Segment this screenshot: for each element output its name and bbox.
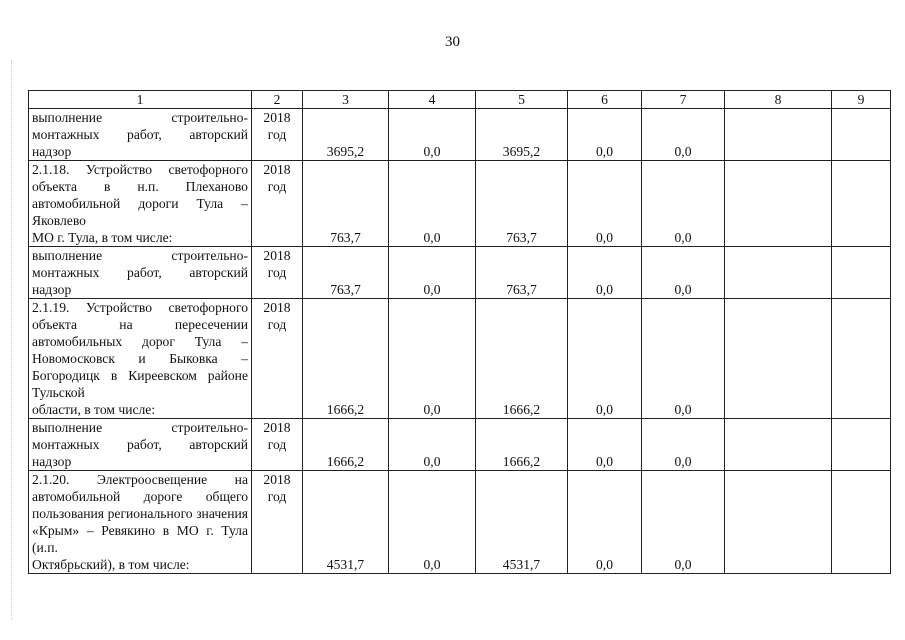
value-cell: 0,0 bbox=[568, 161, 642, 247]
value-cell bbox=[725, 109, 832, 161]
description-line: автомобильной дороге общего bbox=[32, 489, 248, 504]
value-cell: 0,0 bbox=[568, 419, 642, 471]
description-line: пользования регионального bbox=[32, 506, 193, 521]
period-line: 2018 bbox=[263, 300, 291, 315]
value-cell: 1666,2 bbox=[476, 299, 568, 419]
period-line: год bbox=[267, 265, 287, 280]
value-cell: 0,0 bbox=[568, 299, 642, 419]
description-line: 2.1.19. Устройство bbox=[32, 300, 152, 315]
period-line: год bbox=[267, 317, 287, 332]
value-cell: 0,0 bbox=[642, 161, 725, 247]
description-line: надзор bbox=[32, 144, 72, 159]
header-cell: 2 bbox=[252, 91, 303, 109]
value-cell bbox=[725, 419, 832, 471]
value-cell bbox=[725, 247, 832, 299]
value-cell: 3695,2 bbox=[476, 109, 568, 161]
table-row bbox=[29, 419, 891, 471]
description-line: выполнение строительно- bbox=[32, 248, 248, 263]
period-line: 2018 bbox=[263, 248, 291, 263]
period-line: 2018 bbox=[263, 420, 291, 435]
value-cell: 0,0 bbox=[389, 419, 476, 471]
value-cell bbox=[832, 299, 891, 419]
period-line: год bbox=[267, 127, 287, 142]
description-line: Быковка – Богородицк в bbox=[32, 351, 248, 383]
period-line: год bbox=[267, 437, 287, 452]
value-cell bbox=[725, 161, 832, 247]
budget-table bbox=[28, 90, 891, 574]
page-number: 30 bbox=[445, 34, 460, 50]
value-cell: 0,0 bbox=[568, 247, 642, 299]
value-cell: 0,0 bbox=[642, 299, 725, 419]
value-cell: 0,0 bbox=[389, 471, 476, 574]
description-line: значения «Крым» – Ревякино bbox=[32, 506, 248, 538]
row-period bbox=[252, 419, 303, 471]
value-cell bbox=[832, 109, 891, 161]
value-cell: 1666,2 bbox=[476, 419, 568, 471]
row-period bbox=[252, 109, 303, 161]
value-cell: 4531,7 bbox=[476, 471, 568, 574]
description-line: светофорного объекта на bbox=[32, 300, 248, 332]
value-cell: 763,7 bbox=[303, 161, 389, 247]
value-cell: 763,7 bbox=[476, 161, 568, 247]
row-description bbox=[29, 161, 252, 247]
table-row bbox=[29, 247, 891, 299]
header-cell: 4 bbox=[389, 91, 476, 109]
value-cell: 0,0 bbox=[642, 419, 725, 471]
value-cell: 0,0 bbox=[389, 247, 476, 299]
description-line: монтажных работ, авторский bbox=[32, 437, 248, 452]
value-cell: 0,0 bbox=[389, 161, 476, 247]
header-cell: 3 bbox=[303, 91, 389, 109]
description-line: надзор bbox=[32, 454, 72, 469]
description-line: дороги Тула – Яковлево bbox=[32, 196, 248, 228]
header-cell: 7 bbox=[642, 91, 725, 109]
period-line: год bbox=[267, 489, 287, 504]
value-cell bbox=[832, 247, 891, 299]
description-line: монтажных работ, авторский bbox=[32, 127, 248, 142]
description-line: МО г. Тула, в том числе: bbox=[32, 230, 173, 245]
row-description bbox=[29, 299, 252, 419]
table-row bbox=[29, 471, 891, 574]
value-cell: 0,0 bbox=[568, 109, 642, 161]
description-line: в МО г. Тула (и.п. bbox=[32, 523, 248, 555]
value-cell: 0,0 bbox=[642, 471, 725, 574]
value-cell: 0,0 bbox=[389, 299, 476, 419]
row-period bbox=[252, 299, 303, 419]
period-line: 2018 bbox=[263, 472, 291, 487]
value-cell bbox=[725, 471, 832, 574]
description-line: дорог Тула – Новомосковск и bbox=[32, 334, 248, 366]
header-cell: 1 bbox=[29, 91, 252, 109]
period-line: 2018 bbox=[263, 162, 291, 177]
row-period bbox=[252, 161, 303, 247]
description-line: в н.п. Плеханово автомобильной bbox=[32, 179, 248, 211]
description-line: надзор bbox=[32, 282, 72, 297]
row-description bbox=[29, 419, 252, 471]
description-line: 2.1.18. Устройство bbox=[32, 162, 152, 177]
header-cell: 5 bbox=[476, 91, 568, 109]
value-cell: 1666,2 bbox=[303, 299, 389, 419]
value-cell: 0,0 bbox=[389, 109, 476, 161]
value-cell: 4531,7 bbox=[303, 471, 389, 574]
value-cell: 763,7 bbox=[476, 247, 568, 299]
description-line: светофорного объекта bbox=[32, 162, 248, 194]
header-cell: 6 bbox=[568, 91, 642, 109]
description-line: выполнение строительно- bbox=[32, 110, 248, 125]
row-period bbox=[252, 471, 303, 574]
table-header-row bbox=[29, 91, 891, 109]
period-line: год bbox=[267, 179, 287, 194]
value-cell bbox=[832, 161, 891, 247]
value-cell: 0,0 bbox=[642, 247, 725, 299]
value-cell: 1666,2 bbox=[303, 419, 389, 471]
value-cell: 763,7 bbox=[303, 247, 389, 299]
header-cell: 9 bbox=[832, 91, 891, 109]
description-line: Октябрьский), в том числе: bbox=[32, 557, 190, 572]
description-line: монтажных работ, авторский bbox=[32, 265, 248, 280]
row-description bbox=[29, 247, 252, 299]
margin-marks bbox=[11, 60, 14, 620]
description-line: Киреевском районе Тульской bbox=[32, 368, 248, 400]
row-period bbox=[252, 247, 303, 299]
header-cell: 8 bbox=[725, 91, 832, 109]
table-row bbox=[29, 299, 891, 419]
description-line: пересечении автомобильных bbox=[32, 317, 248, 349]
value-cell: 0,0 bbox=[568, 471, 642, 574]
description-line: выполнение строительно- bbox=[32, 420, 248, 435]
value-cell bbox=[832, 471, 891, 574]
value-cell: 3695,2 bbox=[303, 109, 389, 161]
description-line: 2.1.20. Электроосвещение на bbox=[32, 472, 248, 487]
table-row bbox=[29, 161, 891, 247]
description-line: области, в том числе: bbox=[32, 402, 156, 417]
value-cell bbox=[832, 419, 891, 471]
row-description bbox=[29, 471, 252, 574]
row-description bbox=[29, 109, 252, 161]
table-row bbox=[29, 109, 891, 161]
value-cell: 0,0 bbox=[642, 109, 725, 161]
value-cell bbox=[725, 299, 832, 419]
period-line: 2018 bbox=[263, 110, 291, 125]
